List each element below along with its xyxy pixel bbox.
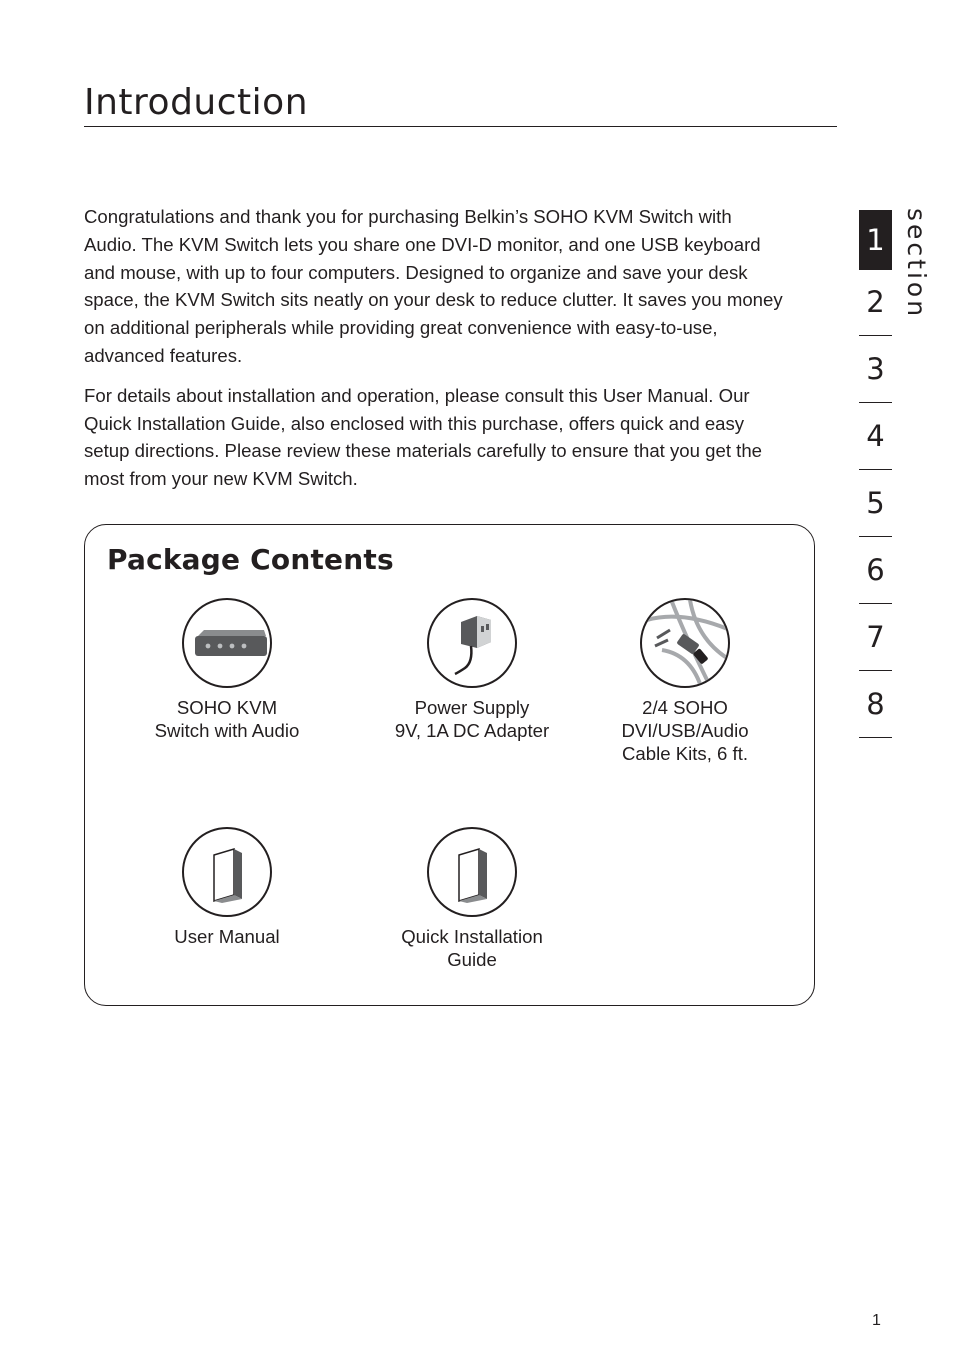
section-tab-3[interactable]: 3 xyxy=(859,337,892,403)
intro-text xyxy=(84,203,784,505)
section-tab-1[interactable]: 1 xyxy=(859,210,892,270)
manual-icon xyxy=(182,827,272,917)
section-tab-8[interactable]: 8 xyxy=(859,672,892,738)
package-item-label: 2/4 SOHO DVI/USB/Audio Cable Kits, 6 ft. xyxy=(621,697,749,764)
package-item-cable-kit xyxy=(575,598,795,765)
page-number: 1 xyxy=(872,1312,881,1329)
package-item-label: Quick Installation Guide xyxy=(401,926,543,970)
guide-icon xyxy=(427,827,517,917)
package-item-power-supply xyxy=(362,598,582,742)
section-tabs xyxy=(859,210,892,739)
section-tab-2[interactable]: 2 xyxy=(859,270,892,336)
package-item-label: Power Supply 9V, 1A DC Adapter xyxy=(394,697,550,741)
page-title: Introduction xyxy=(84,82,309,123)
title-divider xyxy=(84,126,837,127)
section-tab-4[interactable]: 4 xyxy=(859,404,892,470)
package-item-kvm-switch xyxy=(117,598,337,742)
cable-kit-icon xyxy=(640,598,730,688)
section-tab-7[interactable]: 7 xyxy=(859,605,892,671)
intro-paragraph-2: For details about installation and operation, please consult this User Manual. Our Quick Installation Guide, also enclosed with this purchase, offers quick and easy setup directions. Please review these materials carefully to ensure that you get the most from your new KVM Switch. xyxy=(84,384,762,490)
section-label: section xyxy=(902,208,931,320)
package-contents-title: Package Contents xyxy=(107,543,394,576)
package-item-label: User Manual xyxy=(174,926,280,947)
package-item-user-manual xyxy=(117,827,337,948)
package-contents-box xyxy=(84,524,815,1006)
package-item-quick-guide xyxy=(362,827,582,971)
package-item-label: SOHO KVM Switch with Audio xyxy=(154,697,300,741)
intro-paragraph-1: Congratulations and thank you for purchasing Belkin’s SOHO KVM Switch with Audio. The KVM Switch lets you share one DVI-D monitor, and one USB keyboard and mouse, with up to four computers. Designed to organize and save your desk space, the KVM Switch sits neatly on your desk to reduce clutter. It saves you money on additional peripherals while providing great convenience with easy-to-use, advanced features. xyxy=(84,206,783,366)
section-tab-6[interactable]: 6 xyxy=(859,538,892,604)
section-tab-5[interactable]: 5 xyxy=(859,471,892,537)
kvm-switch-icon xyxy=(182,598,272,688)
power-adapter-icon xyxy=(427,598,517,688)
